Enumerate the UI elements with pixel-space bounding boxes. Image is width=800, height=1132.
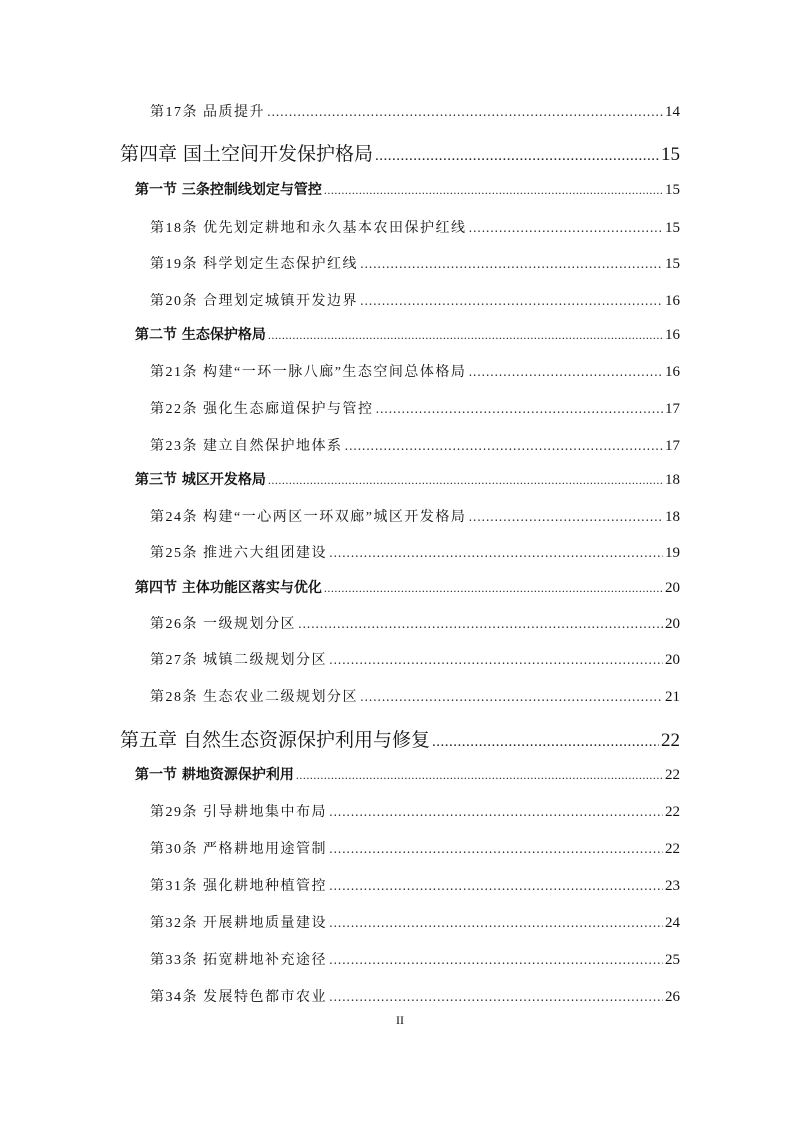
dot-leader [432,734,659,751]
toc-article-entry[interactable] [150,398,680,418]
dot-leader [360,294,663,308]
toc-entry-page: 17 [665,401,680,417]
toc-entry-page: 14 [665,104,680,120]
toc-article-entry[interactable] [150,253,680,273]
page-number: II [396,1013,404,1027]
toc-entry-page: 15 [661,144,680,165]
toc-entry-page: 19 [665,545,680,561]
toc-article-entry[interactable] [150,542,680,562]
toc-article-entry[interactable] [150,838,680,858]
toc-entry-title: 第20条 合理划定城镇开发边界 [150,294,358,309]
dot-leader [360,257,663,271]
toc-entry-page: 23 [665,878,680,894]
dot-leader [329,653,663,667]
dot-leader [329,953,663,967]
toc-entry-page: 20 [665,616,680,632]
dot-leader [468,365,663,379]
toc-entry-page: 22 [661,730,680,751]
toc-entry-page: 25 [665,952,680,968]
toc-section-entry[interactable] [135,324,680,344]
toc-entry-page: 22 [665,841,680,857]
dot-leader [296,768,663,783]
toc-entry-page: 15 [665,256,680,272]
toc-article-entry[interactable] [150,686,680,706]
toc-article-entry[interactable] [150,875,680,895]
toc-article-entry[interactable] [150,986,680,1006]
toc-article-entry[interactable] [150,435,680,455]
dot-leader [329,879,663,893]
dot-leader [345,439,664,453]
dot-leader [360,690,663,704]
toc-entry-page: 22 [665,767,680,783]
toc-section-entry[interactable] [135,179,680,199]
toc-entry-title: 第34条 发展特色都市农业 [150,990,327,1005]
dot-leader [268,473,663,488]
toc-entry-page: 24 [665,915,680,931]
dot-leader [469,221,664,235]
dot-leader [329,842,663,856]
toc-section-entry[interactable] [135,469,680,489]
toc-entry-title: 第27条 城镇二级规划分区 [150,653,327,668]
toc-entry-title: 第23条 建立自然保护地体系 [150,439,343,454]
toc-article-entry[interactable] [150,649,680,669]
toc-entry-title: 第30条 严格耕地用途管制 [150,842,327,857]
toc-entry-title: 第一节 三条控制线划定与管控 [135,182,322,198]
dot-leader [375,148,659,165]
toc-entry-title: 第一节 耕地资源保护利用 [135,767,294,783]
toc-article-entry[interactable] [150,217,680,237]
toc-entry-page: 15 [665,220,680,236]
toc-article-entry[interactable] [150,361,680,381]
toc-entry-page: 16 [665,364,680,380]
toc-section-entry[interactable] [135,577,680,597]
dot-leader [298,617,663,631]
toc-entry-page: 20 [665,580,680,596]
dot-leader [267,105,663,119]
toc-section-entry[interactable] [135,764,680,784]
toc-article-entry[interactable] [150,101,680,121]
toc-entry-title: 第25条 推进六大组团建设 [150,546,327,561]
toc-entry-title: 第33条 拓宽耕地补充途径 [150,953,327,968]
dot-leader [376,402,664,416]
toc-entry-title: 第19条 科学划定生态保护红线 [150,257,358,272]
dot-leader [329,805,663,819]
dot-leader [468,510,663,524]
toc-entry-title: 第三节 城区开发格局 [135,472,266,488]
toc-article-entry[interactable] [150,290,680,310]
toc-entry-title: 第22条 强化生态廊道保护与管控 [150,402,374,417]
toc-entry-title: 第五章 自然生态资源保护利用与修复 [120,729,431,751]
toc-article-entry[interactable] [150,613,680,633]
toc-entry-title: 第28条 生态农业二级规划分区 [150,690,358,705]
toc-entry-page: 26 [665,989,680,1005]
dot-leader [268,328,663,343]
toc-entry-page: 21 [665,689,680,705]
toc-entry-title: 第17条 品质提升 [150,105,265,120]
toc-entry-page: 17 [665,438,680,454]
toc-entry-title: 第24条 构建“一心两区一环双廊”城区开发格局 [150,510,467,525]
toc-entry-page: 16 [665,327,680,343]
toc-entry-title: 第32条 开展耕地质量建设 [150,916,327,931]
toc-article-entry[interactable] [150,506,680,526]
dot-leader [329,990,663,1004]
toc-chapter-entry[interactable] [120,139,680,166]
toc-entry-title: 第29条 引导耕地集中布局 [150,805,327,820]
toc-entry-title: 第21条 构建“一环一脉八廊”生态空间总体格局 [150,365,467,380]
toc-entry-title: 第四章 国土空间开发保护格局 [120,143,374,165]
toc-entry-title: 第四节 主体功能区落实与优化 [135,580,322,596]
dot-leader [324,183,663,198]
toc-entry-page: 18 [665,472,680,488]
dot-leader [324,581,663,596]
toc-article-entry[interactable] [150,949,680,969]
toc-entry-page: 18 [665,509,680,525]
toc-entry-page: 22 [665,804,680,820]
toc-article-entry[interactable] [150,912,680,932]
toc-entry-page: 16 [665,293,680,309]
toc-article-entry[interactable] [150,801,680,821]
toc-entry-title: 第31条 强化耕地种植管控 [150,879,327,894]
toc-entry-page: 20 [665,652,680,668]
dot-leader [329,916,663,930]
toc-entry-title: 第二节 生态保护格局 [135,327,266,343]
toc-entry-title: 第18条 优先划定耕地和永久基本农田保护红线 [150,221,467,236]
toc-chapter-entry[interactable] [120,725,680,752]
dot-leader [329,546,663,560]
toc-entry-page: 15 [665,182,680,198]
toc-entry-title: 第26条 一级规划分区 [150,617,296,632]
